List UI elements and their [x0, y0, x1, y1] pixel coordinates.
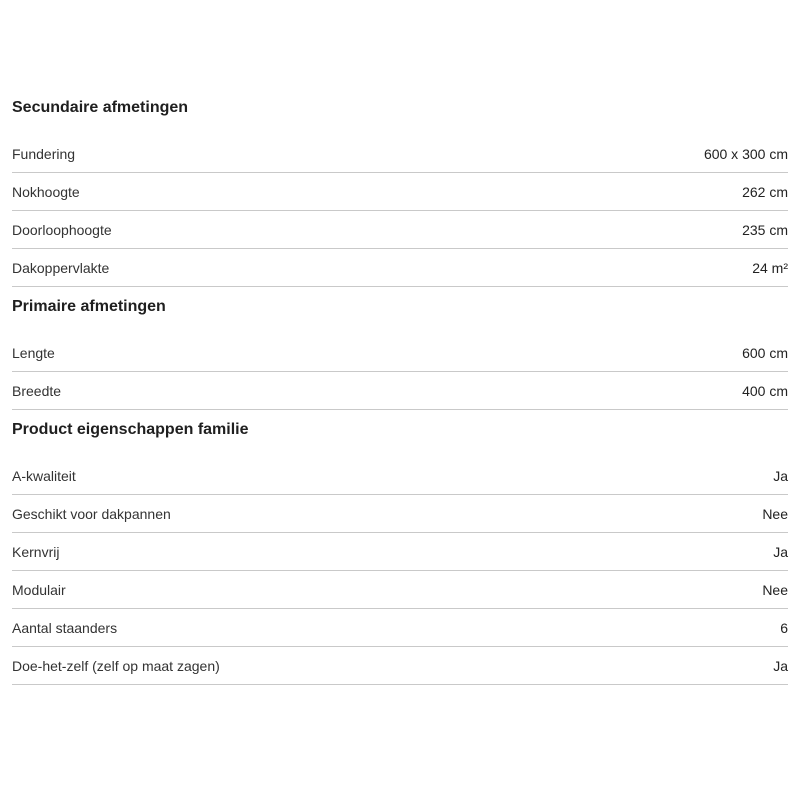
spec-label: Doorloophoogte: [12, 221, 112, 238]
spec-row: [12, 647, 788, 685]
spec-value: Ja: [773, 467, 788, 484]
spec-value: Nee: [762, 581, 788, 598]
section-product-eigenschappen-familie: [12, 410, 788, 685]
spec-row: [12, 334, 788, 372]
spec-label: Fundering: [12, 145, 76, 162]
spec-row: [12, 609, 788, 647]
spec-label: Nokhoogte: [12, 183, 80, 200]
spec-row: [12, 173, 788, 211]
spec-label: A-kwaliteit: [12, 467, 76, 484]
spec-label: Modulair: [12, 581, 66, 598]
spec-row: [12, 135, 788, 173]
spec-value: 6: [780, 619, 788, 636]
spec-value: Ja: [773, 657, 788, 674]
spec-list: [12, 334, 788, 410]
spec-label: Geschikt voor dakpannen: [12, 505, 171, 522]
spec-row: [12, 457, 788, 495]
spec-value: Nee: [762, 505, 788, 522]
section-secundaire-afmetingen: [12, 88, 788, 287]
spec-value: 400 cm: [742, 382, 788, 399]
spec-row: [12, 495, 788, 533]
spec-label: Breedte: [12, 382, 62, 399]
spec-label: Lengte: [12, 344, 55, 361]
spec-value: 24 m²: [752, 259, 788, 276]
spec-row: [12, 533, 788, 571]
spec-list: [12, 457, 788, 685]
section-title: Secundaire afmetingen: [12, 99, 189, 116]
spec-label: Kernvrij: [12, 543, 60, 560]
spec-row: [12, 571, 788, 609]
spec-row: [12, 372, 788, 410]
spec-label: Aantal staanders: [12, 619, 118, 636]
specifications-panel: [12, 88, 788, 685]
section-title: Primaire afmetingen: [12, 298, 166, 315]
spec-value: 600 cm: [742, 344, 788, 361]
section-primaire-afmetingen: [12, 287, 788, 410]
spec-value: 262 cm: [742, 183, 788, 200]
spec-value: 600 x 300 cm: [703, 145, 788, 162]
section-title: Product eigenschappen familie: [12, 421, 249, 438]
spec-value: 235 cm: [742, 221, 788, 238]
spec-row: [12, 249, 788, 287]
spec-list: [12, 135, 788, 287]
spec-label: Dakoppervlakte: [12, 259, 110, 276]
spec-label: Doe-het-zelf (zelf op maat zagen): [12, 657, 220, 674]
spec-row: [12, 211, 788, 249]
spec-value: Ja: [773, 543, 788, 560]
